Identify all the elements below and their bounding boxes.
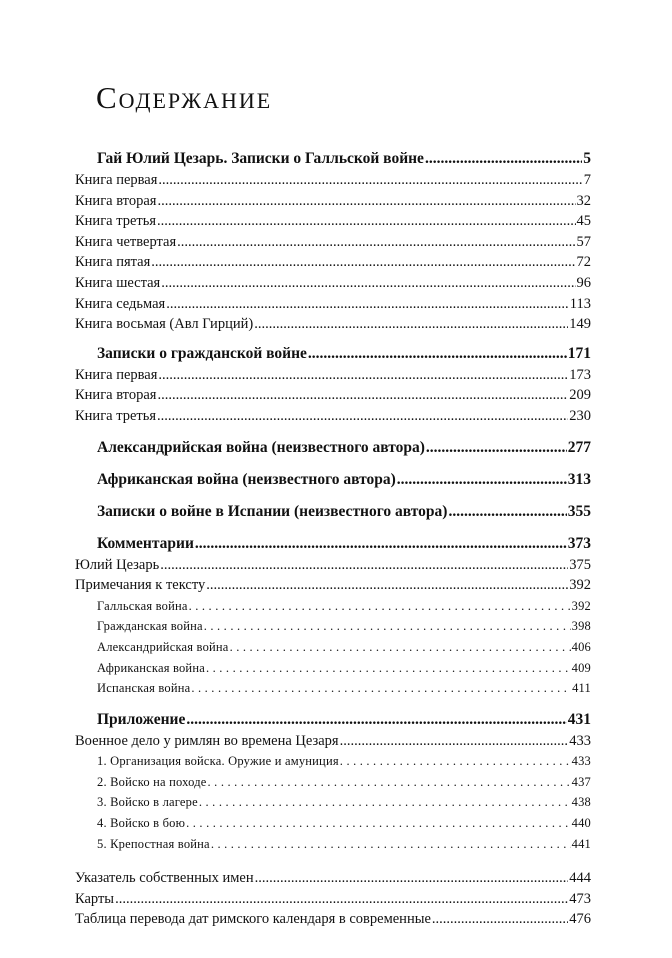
toc-subitem: 4. Войско в бою . . . 440: [75, 813, 591, 834]
toc-item: Книга третья ..... 230: [75, 406, 591, 427]
toc-item: Книга пятая ..... 72: [75, 252, 591, 273]
toc-subitem: 1. Организация войска. Оружие и амуниция . . . 433: [75, 751, 591, 772]
toc-item: Юлий Цезарь ..... 375: [75, 555, 591, 576]
toc-subitem: Гражданская война . . . 398: [75, 616, 591, 637]
toc-item: Книга первая ..... 173: [75, 365, 591, 386]
toc-item: Книга третья ..... 45: [75, 211, 591, 232]
toc-item: Военное дело у римлян во времена Цезаря ..... 433: [75, 731, 591, 752]
toc-item-calendar-table: Таблица перевода дат римского календаря в современные ..... 476: [75, 909, 591, 930]
toc-item: Книга вторая ..... 32: [75, 191, 591, 212]
table-of-contents: [75, 148, 591, 930]
toc-heading-spanish-war: Записки о войне в Испании (неизвестного автора) ..... 355: [75, 501, 591, 523]
toc-item: Книга вторая ..... 209: [75, 385, 591, 406]
toc-subitem: 3. Войско в лагере . . . 438: [75, 792, 591, 813]
toc-item: Примечания к тексту ..... 392: [75, 575, 591, 596]
toc-heading-civil-war: Записки о гражданской войне ..... 171: [75, 343, 591, 365]
toc-heading-appendix: Приложение ..... 431: [75, 709, 591, 731]
toc-heading-alexandrian-war: Александрийская война (неизвестного автора) ..... 277: [75, 437, 591, 459]
toc-item-maps: Карты ..... 473: [75, 889, 591, 910]
toc-item: Книга седьмая ..... 113: [75, 294, 591, 315]
toc-subitem: Галльская война . . . 392: [75, 596, 591, 617]
toc-subitem: Александрийская война . . . 406: [75, 637, 591, 658]
toc-subitem: Африканская война . . . 409: [75, 658, 591, 679]
toc-subitem: Испанская война . . . 411: [75, 678, 591, 699]
toc-heading-commentary: Комментарии ..... 373: [75, 533, 591, 555]
toc-item: Книга восьмая (Авл Гирций) ..... 149: [75, 314, 591, 335]
toc-heading-african-war: Африканская война (неизвестного автора) ..... 313: [75, 469, 591, 491]
toc-subitem: 2. Войско на походе . . . 437: [75, 772, 591, 793]
toc-item-index: Указатель собственных имен ..... 444: [75, 868, 591, 889]
toc-subitem: 5. Крепостная война . . . 441: [75, 834, 591, 855]
toc-item: Книга шестая ..... 96: [75, 273, 591, 294]
page-title: Содержание: [96, 80, 273, 115]
toc-item: Книга четвертая ..... 57: [75, 232, 591, 253]
toc-item: Книга первая ..... 7: [75, 170, 591, 191]
toc-heading-gallic-war: Гай Юлий Цезарь. Записки о Галльской войне ..... 5: [75, 148, 591, 170]
